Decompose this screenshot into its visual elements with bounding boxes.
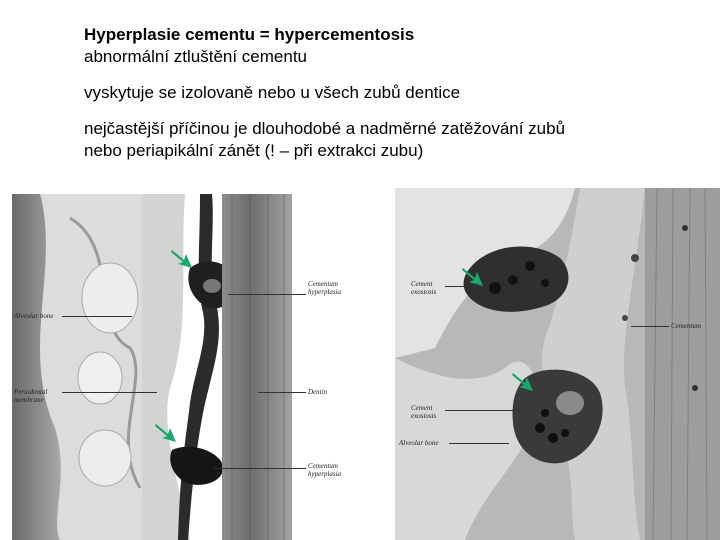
point-occurrence: vyskytuje se izolovaně nebo u všech zubů dentice [84, 83, 461, 102]
leader-alveolar-bone-right [449, 443, 509, 444]
label-alveolar-bone-right: Alveolar bone [399, 439, 439, 447]
label-cement-exostosis-top: Cement exostosis [411, 280, 437, 296]
point-cause-line2: nebo periapikální zánět (! – při extrakci zubu) [84, 141, 424, 160]
micrograph-left-image [0, 188, 395, 540]
label-periodontal-membrane: Periodontal membrane [14, 388, 48, 404]
leader-cementum-hyperplasia-top [228, 294, 306, 295]
slide-text [84, 24, 704, 162]
slide-subtitle: abnormální ztluštění cementu [84, 47, 308, 66]
leader-cementum [631, 326, 669, 327]
slide-title: Hyperplasie cementu = hypercementosis [84, 25, 415, 44]
label-alveolar-bone: Alveolar bone [14, 312, 54, 320]
leader-periodontal-membrane [62, 392, 157, 393]
label-cementum: Cementum [671, 322, 701, 330]
label-cementum-hyperplasia-top: Cementum hyperplasia [308, 280, 342, 296]
point-cause-line1: nejčastější příčinou je dlouhodobé a nadměrné zatěžování zubů [84, 119, 566, 138]
micrograph-right-image [395, 188, 720, 540]
leader-dentin [258, 392, 306, 393]
leader-cement-exostosis-top [445, 286, 485, 287]
leader-cementum-hyperplasia-bottom [214, 468, 306, 469]
leader-cement-exostosis-bottom [445, 410, 525, 411]
label-cement-exostosis-bottom: Cement exostosis [411, 404, 437, 420]
micrograph-left [0, 188, 395, 540]
label-cementum-hyperplasia-bottom: Cementum hyperplasia [308, 462, 342, 478]
label-dentin: Dentin [308, 388, 328, 396]
micrograph-right [395, 188, 720, 540]
leader-alveolar-bone [62, 316, 132, 317]
